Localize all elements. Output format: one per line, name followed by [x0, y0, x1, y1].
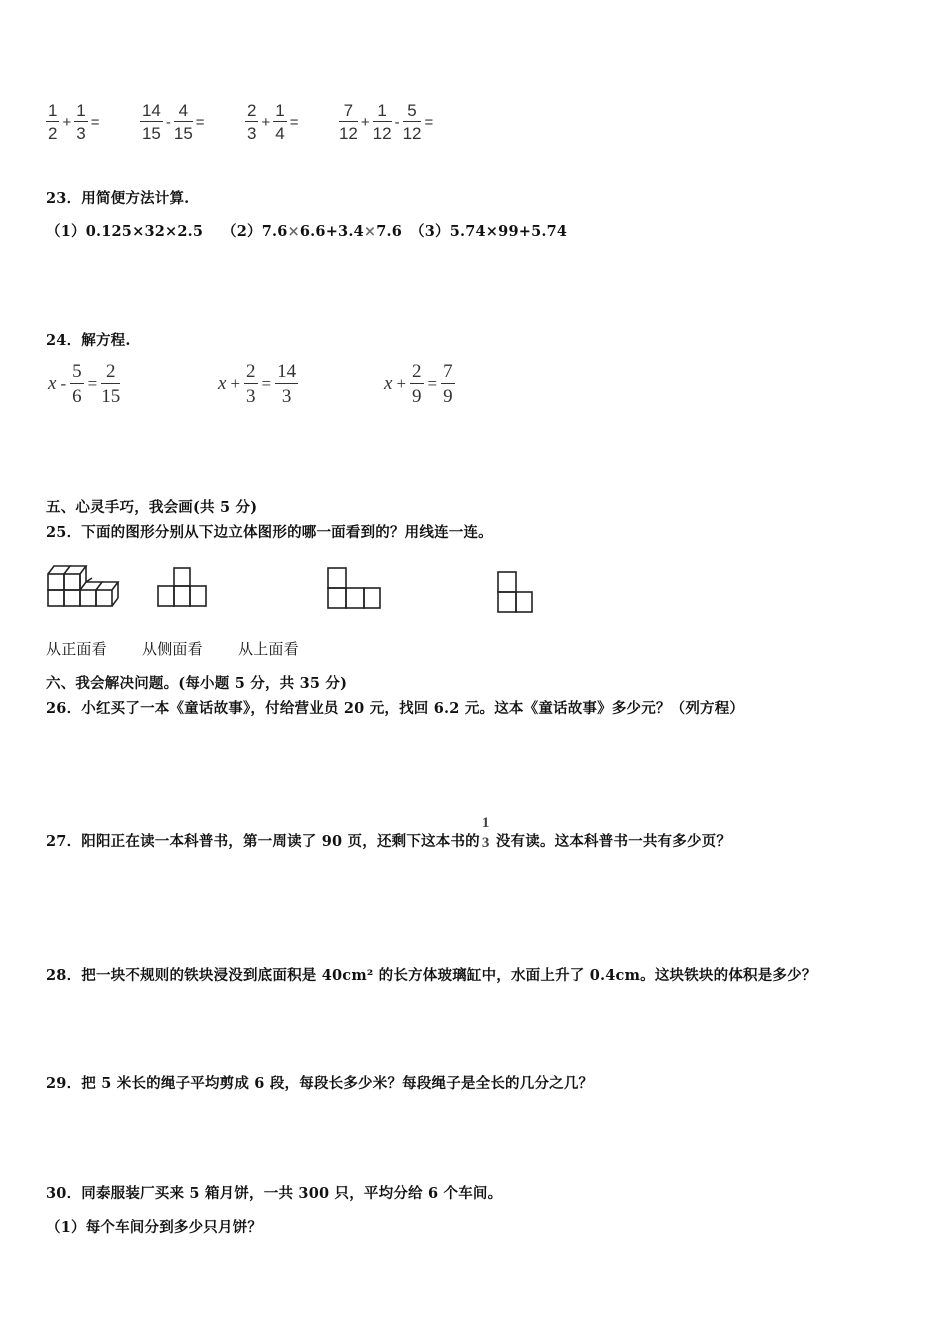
fraction: $\frac{1}{3}$ — [76, 101, 86, 143]
q30-title: 30．同泰服装厂买来 5 箱月饼，一共 300 只，平均分给 6 个车间。 — [46, 1185, 503, 1202]
q24-equation-2: x + $\frac{2}{3}$ = $\frac{14}{3}$ — [218, 361, 297, 407]
section-5-heading: 五、心灵手巧，我会画(共 5 分) — [46, 499, 258, 516]
q23-part-3: （3）5.74×99+5.74 — [410, 223, 568, 240]
fraction: $\frac{7}{12}$ — [338, 101, 358, 143]
q30-part-1: （1）每个车间分到多少只月饼？ — [46, 1219, 263, 1236]
fraction: $\frac{1}{12}$ — [372, 101, 392, 143]
fraction: $\frac{2}{3}$ — [247, 101, 257, 143]
q24-equation-1: x - $\frac{5}{6}$ = $\frac{2}{15}$ — [48, 361, 121, 407]
q24-title: 24．解方程. — [46, 332, 131, 349]
q23-title: 23．用简便方法计算. — [46, 190, 190, 207]
q22-expr-1: $\frac{1}{2}$ + $\frac{1}{3}$ = — [48, 101, 100, 143]
q23-part-1: （1）0.125×32×2.5 — [46, 223, 204, 240]
view-figure-3 — [494, 568, 538, 616]
q23-part-2: （2）7.6×6.6+3.4×7.6 — [222, 223, 403, 240]
view-label-side: 从侧面看 — [142, 640, 203, 658]
fraction: $\frac{4}{15}$ — [173, 101, 193, 143]
q22-expression-row — [46, 102, 436, 142]
q24-equation-3: x + $\frac{2}{9}$ = $\frac{7}{9}$ — [384, 361, 453, 407]
view-figure-2 — [324, 566, 384, 612]
solid-cubes-figure — [46, 560, 120, 610]
fraction: $\frac{1}{2}$ — [48, 101, 58, 143]
view-label-top: 从上面看 — [238, 640, 299, 658]
view-figure-1 — [154, 566, 212, 610]
q22-expr-2: $\frac{14}{15}$ - $\frac{4}{15}$ = — [141, 101, 205, 143]
q25-title: 25．下面的图形分别从下边立体图形的哪一面看到的？用线连一连。 — [46, 524, 493, 541]
q29-text: 29．把 5 米长的绳子平均剪成 6 段，每段长多少米？每段绳子是全长的几分之几？ — [46, 1075, 594, 1092]
fraction: $\frac{14}{15}$ — [141, 101, 161, 143]
q22-expr-3: $\frac{2}{3}$ + $\frac{1}{4}$ = — [247, 101, 299, 143]
q28-text: 28．把一块不规则的铁块浸没到底面积是 40cm² 的长方体玻璃缸中，水面上升了 0.4cm。这块铁块的体积是多少？ — [46, 967, 817, 984]
fraction: $\frac{1}{4}$ — [275, 101, 285, 143]
section-6-heading: 六、我会解决问题。(每小题 5 分，共 35 分) — [46, 675, 348, 692]
q26-text: 26．小红买了一本《童话故事》，付给营业员 20 元，找回 6.2 元。这本《童话故事》多少元？（列方程） — [46, 700, 745, 717]
q27-text: 27．阳阳正在读一本科普书，第一周读了 90 页，还剩下这本书的 1 3 没有读。这本科普书一共有多少页？ — [46, 815, 732, 851]
fraction: $\frac{5}{12}$ — [402, 101, 422, 143]
view-label-front: 从正面看 — [46, 640, 107, 658]
q22-expr-4: $\frac{7}{12}$ + $\frac{1}{12}$ - $\frac{5}{12}$ = — [338, 101, 434, 143]
